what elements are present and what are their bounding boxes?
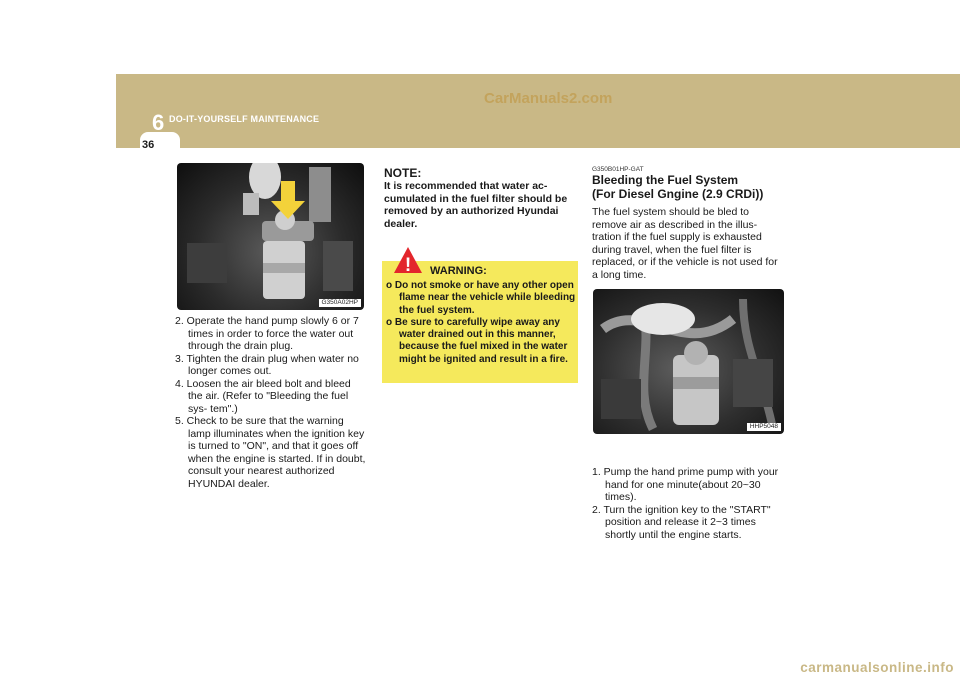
- section-title: [592, 174, 792, 201]
- section-title-line: (For Diesel Gngine (2.9 CRDi)): [592, 186, 764, 201]
- photo-code: G350A02HP: [319, 299, 362, 308]
- site-brand-link[interactable]: CarManuals2.com: [484, 90, 613, 107]
- warning-symbol: !: [404, 255, 412, 274]
- step-item: 3. Tighten the drain plug when water no longer comes out.: [175, 352, 359, 377]
- warning-item: o Do not smoke or have any other open flame near the vehicle while bleeding the fuel system.: [386, 280, 576, 316]
- step-item: 2. Operate the hand pump slowly 6 or 7 times in order to force the water out through the drain plug.: [175, 315, 359, 352]
- warning-list: [386, 280, 576, 366]
- chapter-title: DO-IT-YOURSELF MAINTENANCE: [169, 114, 320, 124]
- chapter-number: 6: [152, 110, 165, 135]
- procedure-steps-left: [175, 315, 367, 490]
- intro-paragraph: The fuel system should be bled to remove air as described in the illus- tration if the fuel supply is exhausted during travel, when the fuel filter is replaced, or if the vehicle is not used for a long time.: [592, 206, 778, 281]
- note-body: It is recommended that water ac- cumulated in the fuel filter should be removed by an authorized Hyundai dealer.: [384, 180, 568, 230]
- step-item: 1. Pump the hand prime pump with your hand for one minute(about 20~30 times).: [592, 466, 779, 503]
- step-item: 2. Turn the ignition key to the "START" position and release it 2~3 times shortly until the engine starts.: [592, 503, 771, 541]
- engine-photo-pump-drawing: [593, 289, 784, 434]
- engine-photo-filter: [177, 163, 364, 310]
- warning-item: o Be sure to carefully wipe away any water drained out in this manner, because the fuel mixed in the water might be ignited and result in a fire.: [386, 316, 568, 365]
- note-heading: NOTE:: [384, 166, 422, 180]
- section-title-line: Bleeding the Fuel System: [592, 173, 739, 187]
- step-item: 4. Loosen the air bleed bolt and bleed the air. (Refer to "Bleeding the fuel sys- tem".): [175, 377, 351, 415]
- page-number: 36: [142, 139, 155, 151]
- footer-brand-link[interactable]: carmanualsonline.info: [800, 660, 954, 675]
- section-code: G350B01HP-GAT: [592, 166, 644, 173]
- photo-code: HHP5048: [747, 423, 781, 432]
- warning-triangle-icon: [393, 246, 423, 274]
- procedure-steps-right: [592, 466, 786, 541]
- engine-photo-filter-drawing: [177, 163, 364, 310]
- header-band: [116, 74, 960, 148]
- warning-title: WARNING:: [430, 265, 487, 277]
- step-item: 5. Check to be sure that the warning lamp illuminates when the ignition key is turned to "ON", and that it goes off when the engine is started. If in doubt, consult your nearest authorized HYUNDAI dealer.: [175, 415, 366, 490]
- engine-photo-pump: [593, 289, 784, 434]
